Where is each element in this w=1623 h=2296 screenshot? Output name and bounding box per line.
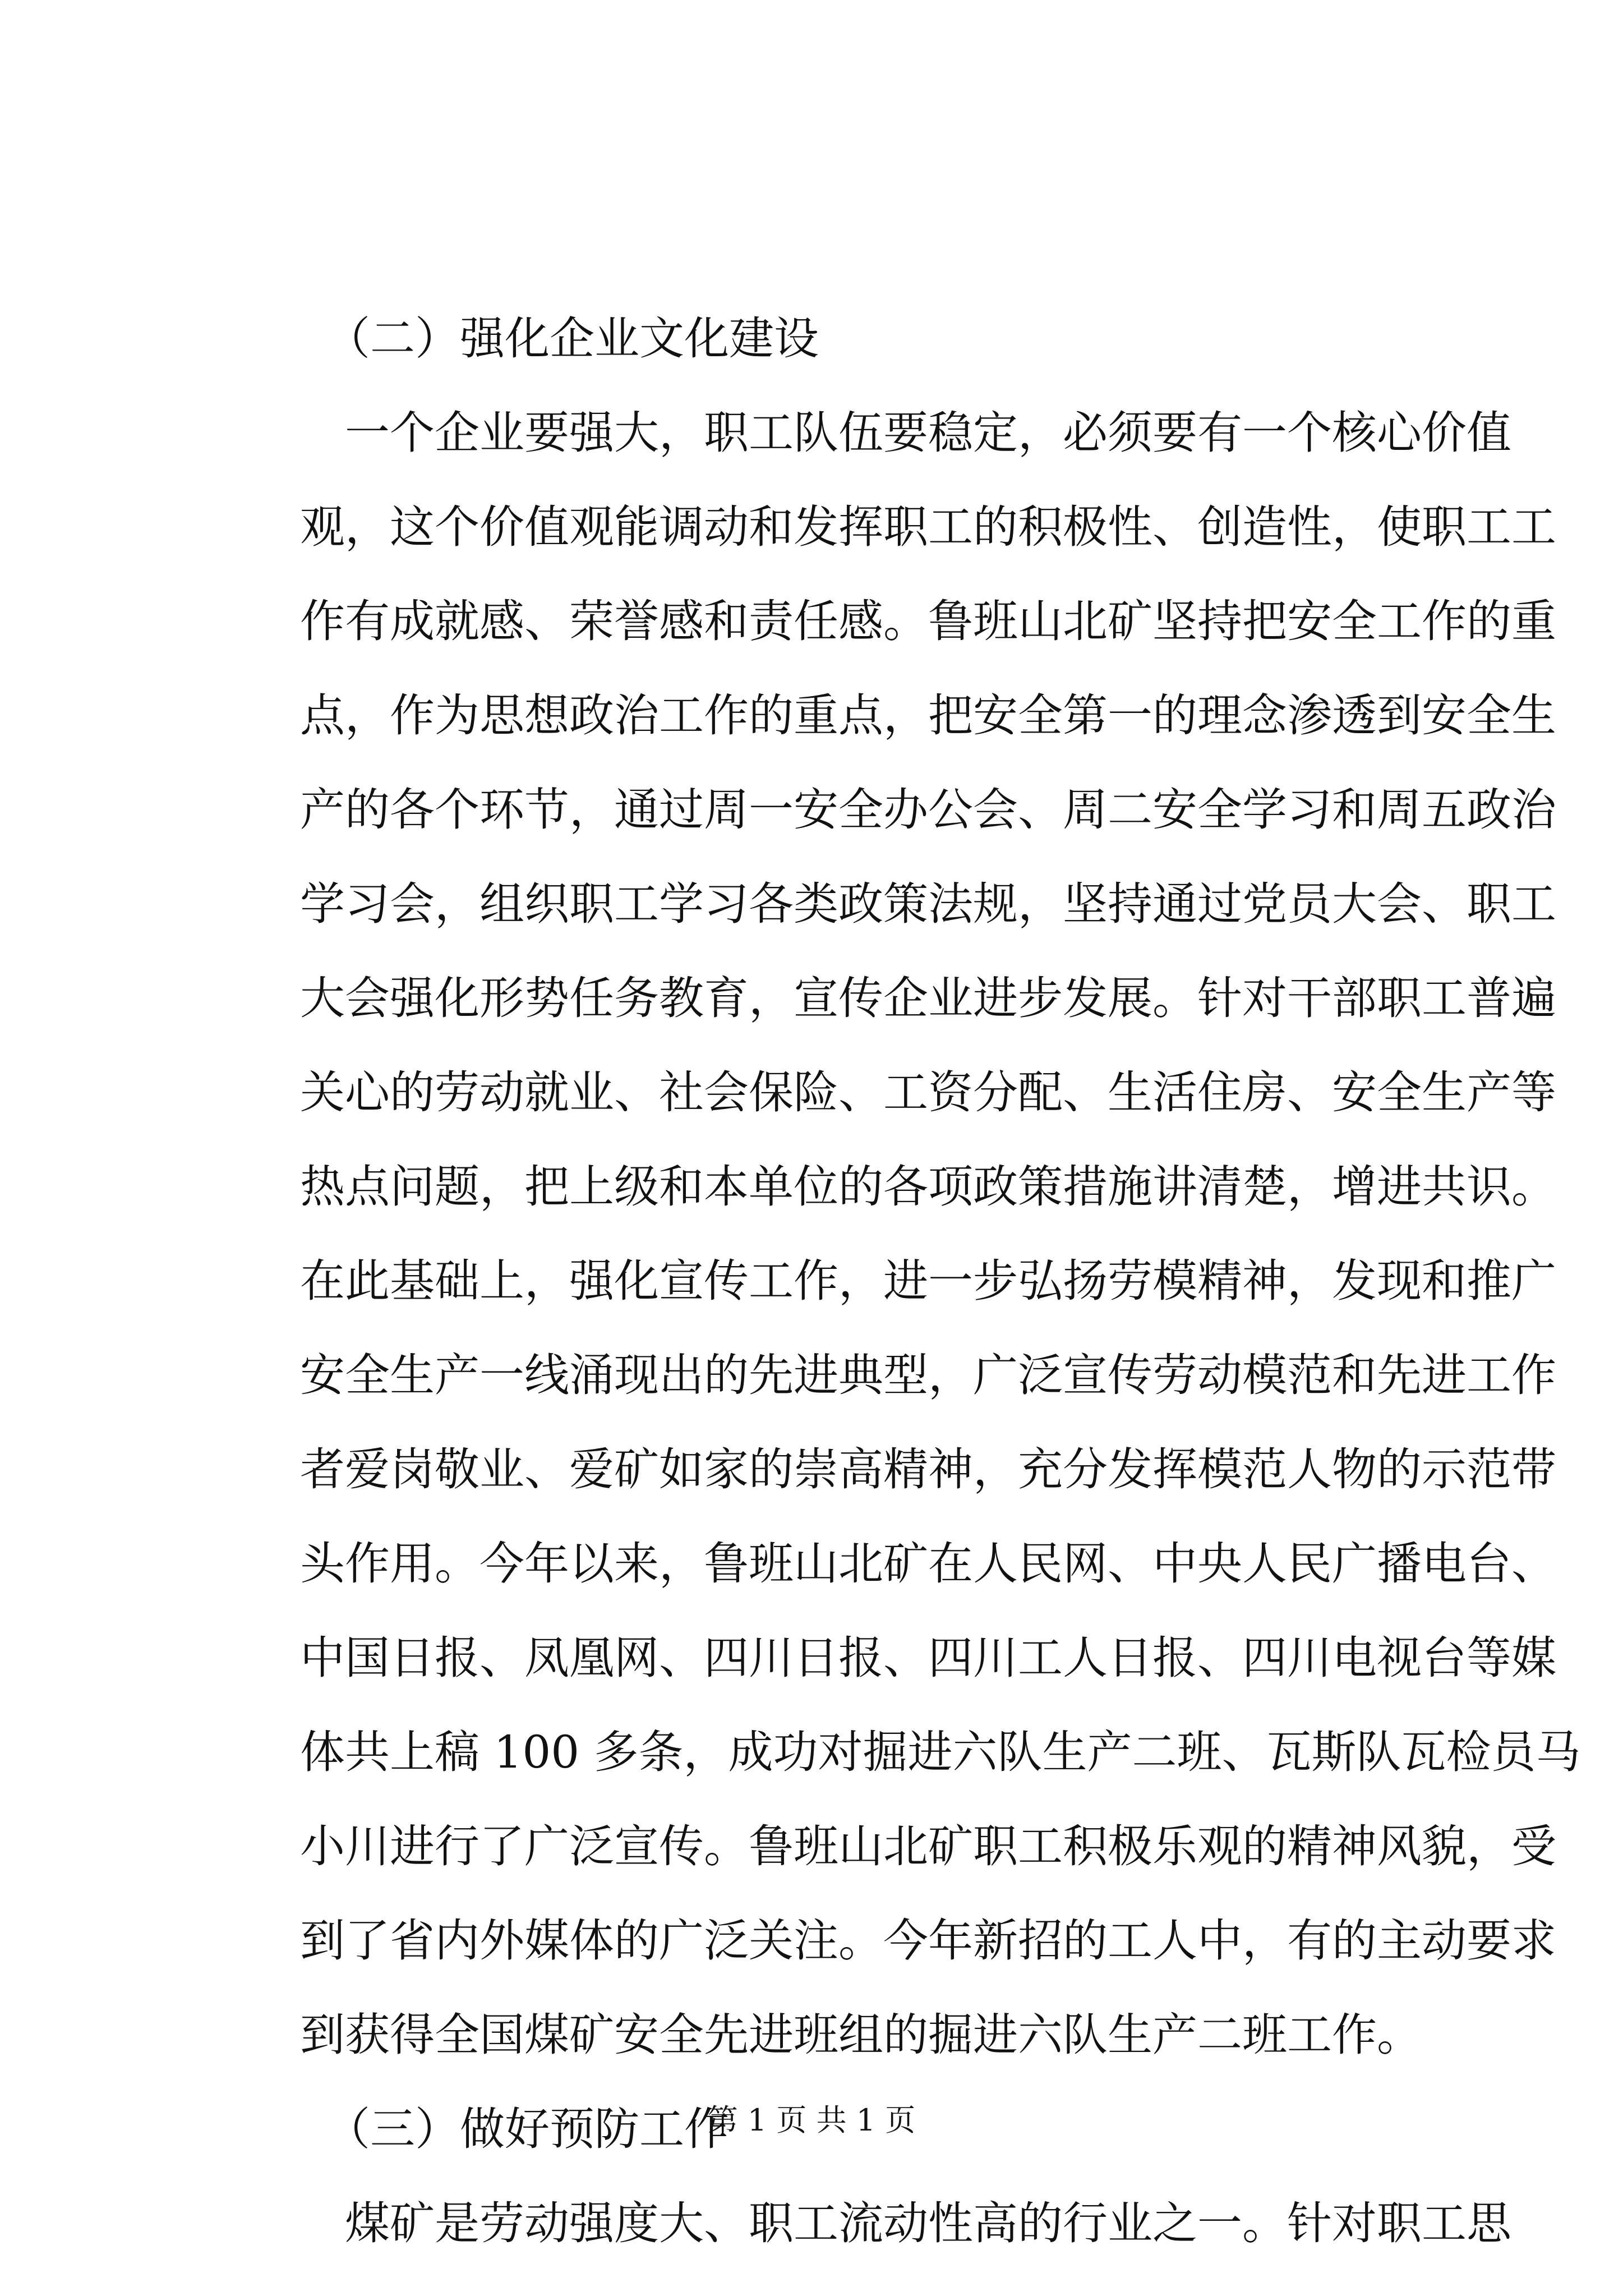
- text-line: 小川进行了广泛宣传。鲁班山北矿职工积极乐观的精神风貌，受: [300, 1820, 1556, 1872]
- text-line: 一个企业要强大，职工队伍要稳定，必须要有一个核心价值: [300, 407, 1511, 459]
- text-line: 在此基础上，强化宣传工作，进一步弘扬劳模精神，发现和推广: [300, 1255, 1556, 1307]
- text-line: 观，这个价值观能调动和发挥职工的积极性、创造性，使职工工: [300, 501, 1556, 553]
- text-line: 中国日报、凤凰网、四川日报、四川工人日报、四川电视台等媒: [300, 1632, 1556, 1684]
- text-line: 产的各个环节，通过周一安全办公会、周二安全学习和周五政治: [300, 784, 1556, 836]
- text-line: 点，作为思想政治工作的重点，把安全第一的理念渗透到安全生: [300, 689, 1556, 742]
- page-footer: 第 1 页 共 1 页: [707, 2102, 916, 2138]
- text-line: 煤矿是劳动强度大、职工流动性高的行业之一。针对职工思: [300, 2197, 1511, 2249]
- text-line: 者爱岗敬业、爱矿如家的崇高精神，充分发挥模范人物的示范带: [300, 1443, 1556, 1496]
- text-line: （二）强化企业文化建设: [325, 312, 819, 365]
- text-line: 体共上稿 100 多条，成功对掘进六队生产二班、瓦斯队瓦检员马: [300, 1726, 1581, 1778]
- text-line: 头作用。今年以来，鲁班山北矿在人民网、中央人民广播电台、: [300, 1538, 1556, 1590]
- text-line: 大会强化形势任务教育，宣传企业进步发展。针对干部职工普遍: [300, 972, 1556, 1024]
- text-line: 安全生产一线涌现出的先进典型，广泛宣传劳动模范和先进工作: [300, 1349, 1556, 1401]
- text-line: 学习会，组织职工学习各类政策法规，坚持通过党员大会、职工: [300, 878, 1556, 930]
- text-line: 到了省内外媒体的广泛关注。今年新招的工人中，有的主动要求: [300, 1915, 1556, 1967]
- body-text: [300, 292, 1581, 2271]
- text-line: 到获得全国煤矿安全先进班组的掘进六队生产二班工作。: [300, 2009, 1422, 2061]
- text-line: 热点问题，把上级和本单位的各项政策措施讲清楚，增进共识。: [300, 1161, 1556, 1213]
- text-line: 作有成就感、荣誉感和责任感。鲁班山北矿坚持把安全工作的重: [300, 595, 1556, 647]
- text-line: （三）做好预防工作: [325, 2103, 729, 2155]
- text-line: 关心的劳动就业、社会保险、工资分配、生活住房、安全生产等: [300, 1066, 1556, 1119]
